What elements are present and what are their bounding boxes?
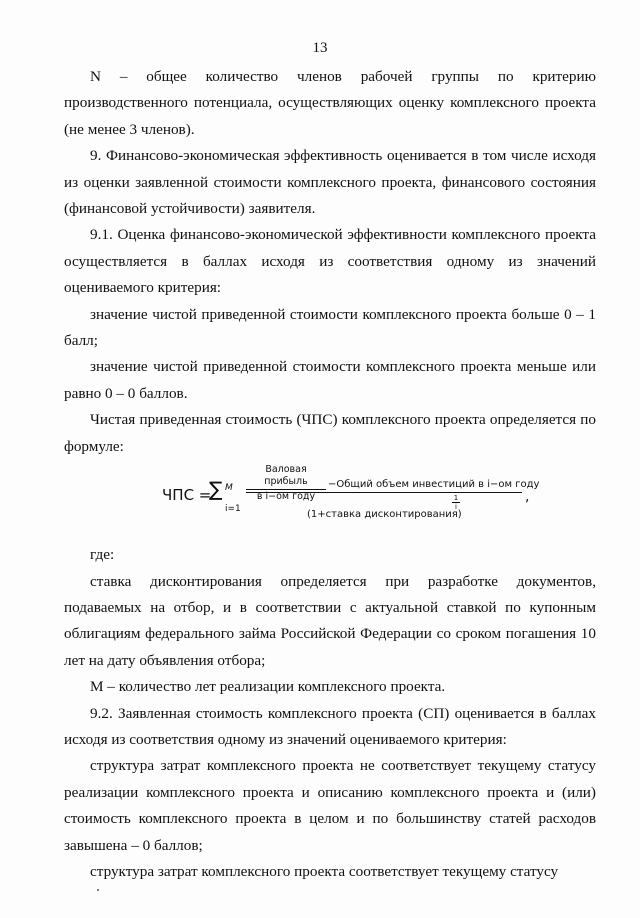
denominator: (1+ставка дисконтирования) [307,509,462,521]
paragraph-cost-mismatch: структура затрат комплексного проекта не соответствует текущему статусу реализации комплексного проекта и описанию комплексного проекта и (или) стоимость комплексного проекта в целом и по большинству статей расходов завышена – 0 баллов; [64,757,596,854]
paragraph-m-definition: M – количество лет реализации комплексного проекта. [90,678,446,696]
denominator-exponent [452,494,460,511]
numerator-fraction-bottom: в i−ом году [256,491,316,503]
numerator-investment-term: −Общий объем инвестиций в i−ом году [328,479,540,491]
page-number: 13 [312,40,328,56]
fraction-bar [246,492,522,493]
npv-formula [64,464,596,536]
formula-comma: , [525,489,530,506]
paragraph-section-9-2: 9.2. Заявленная стоимость комплексного проекта (СП) оценивается в баллах исходя из соответствия одному из значений оцениваемого критерия: [64,704,596,748]
exponent-numerator: 1 [453,494,459,503]
paragraph-n-definition: N – общее количество членов рабочей группы по критерию производственного потенциала, осуществляющих оценку комплексного проекта (не менее 3 членов). [64,68,596,138]
paragraph-where: где: [90,546,115,564]
document-body [64,64,596,885]
paragraph-section-9-1: 9.1. Оценка финансово-экономической эффективности комплексного проекта осуществляется в баллах исходя из соответствия одному из значений оцениваемого критерия: [64,226,596,297]
numerator-fraction-top: Валовая прибыль [246,464,326,490]
paragraph-npv-nonpositive: значение чистой приведенной стоимости комплексного проекта меньше или равно 0 – 0 баллов. [64,358,596,402]
summation-symbol: ∑ [209,477,223,502]
paragraph-section-9: 9. Финансово-экономическая эффективность оценивается в том числе исходя из оценки заявленной стоимости комплексного проекта, финансового состояния (финансовой устойчивости) заявителя. [64,147,596,218]
paragraph-cost-match: структура затрат комплексного проекта соответствует текущему статусу [90,862,559,880]
exponent-denominator: i [455,503,457,512]
paragraph-npv-positive: значение чистой приведенной стоимости комплексного проекта больше 0 – 1 балл; [64,305,596,350]
numerator-fraction [246,464,326,503]
paragraph-discount-rate: ставка дисконтирования определяется при разработке документов, подаваемых на отбор, и в соответствии с актуальной ставкой по купонным облигациям федерального займа Российской Федерации со сроком погашения 10 лет на дату объявления отбора; [64,572,596,669]
summation-lower-limit: i=1 [225,504,241,515]
paragraph-formula-intro: Чистая приведенная стоимость (ЧПС) комплексного проекта определяется по формуле: [64,411,596,455]
formula-lhs: ЧПС = [162,486,212,505]
summation-upper-limit: M [225,483,233,494]
scan-speck [97,889,99,891]
